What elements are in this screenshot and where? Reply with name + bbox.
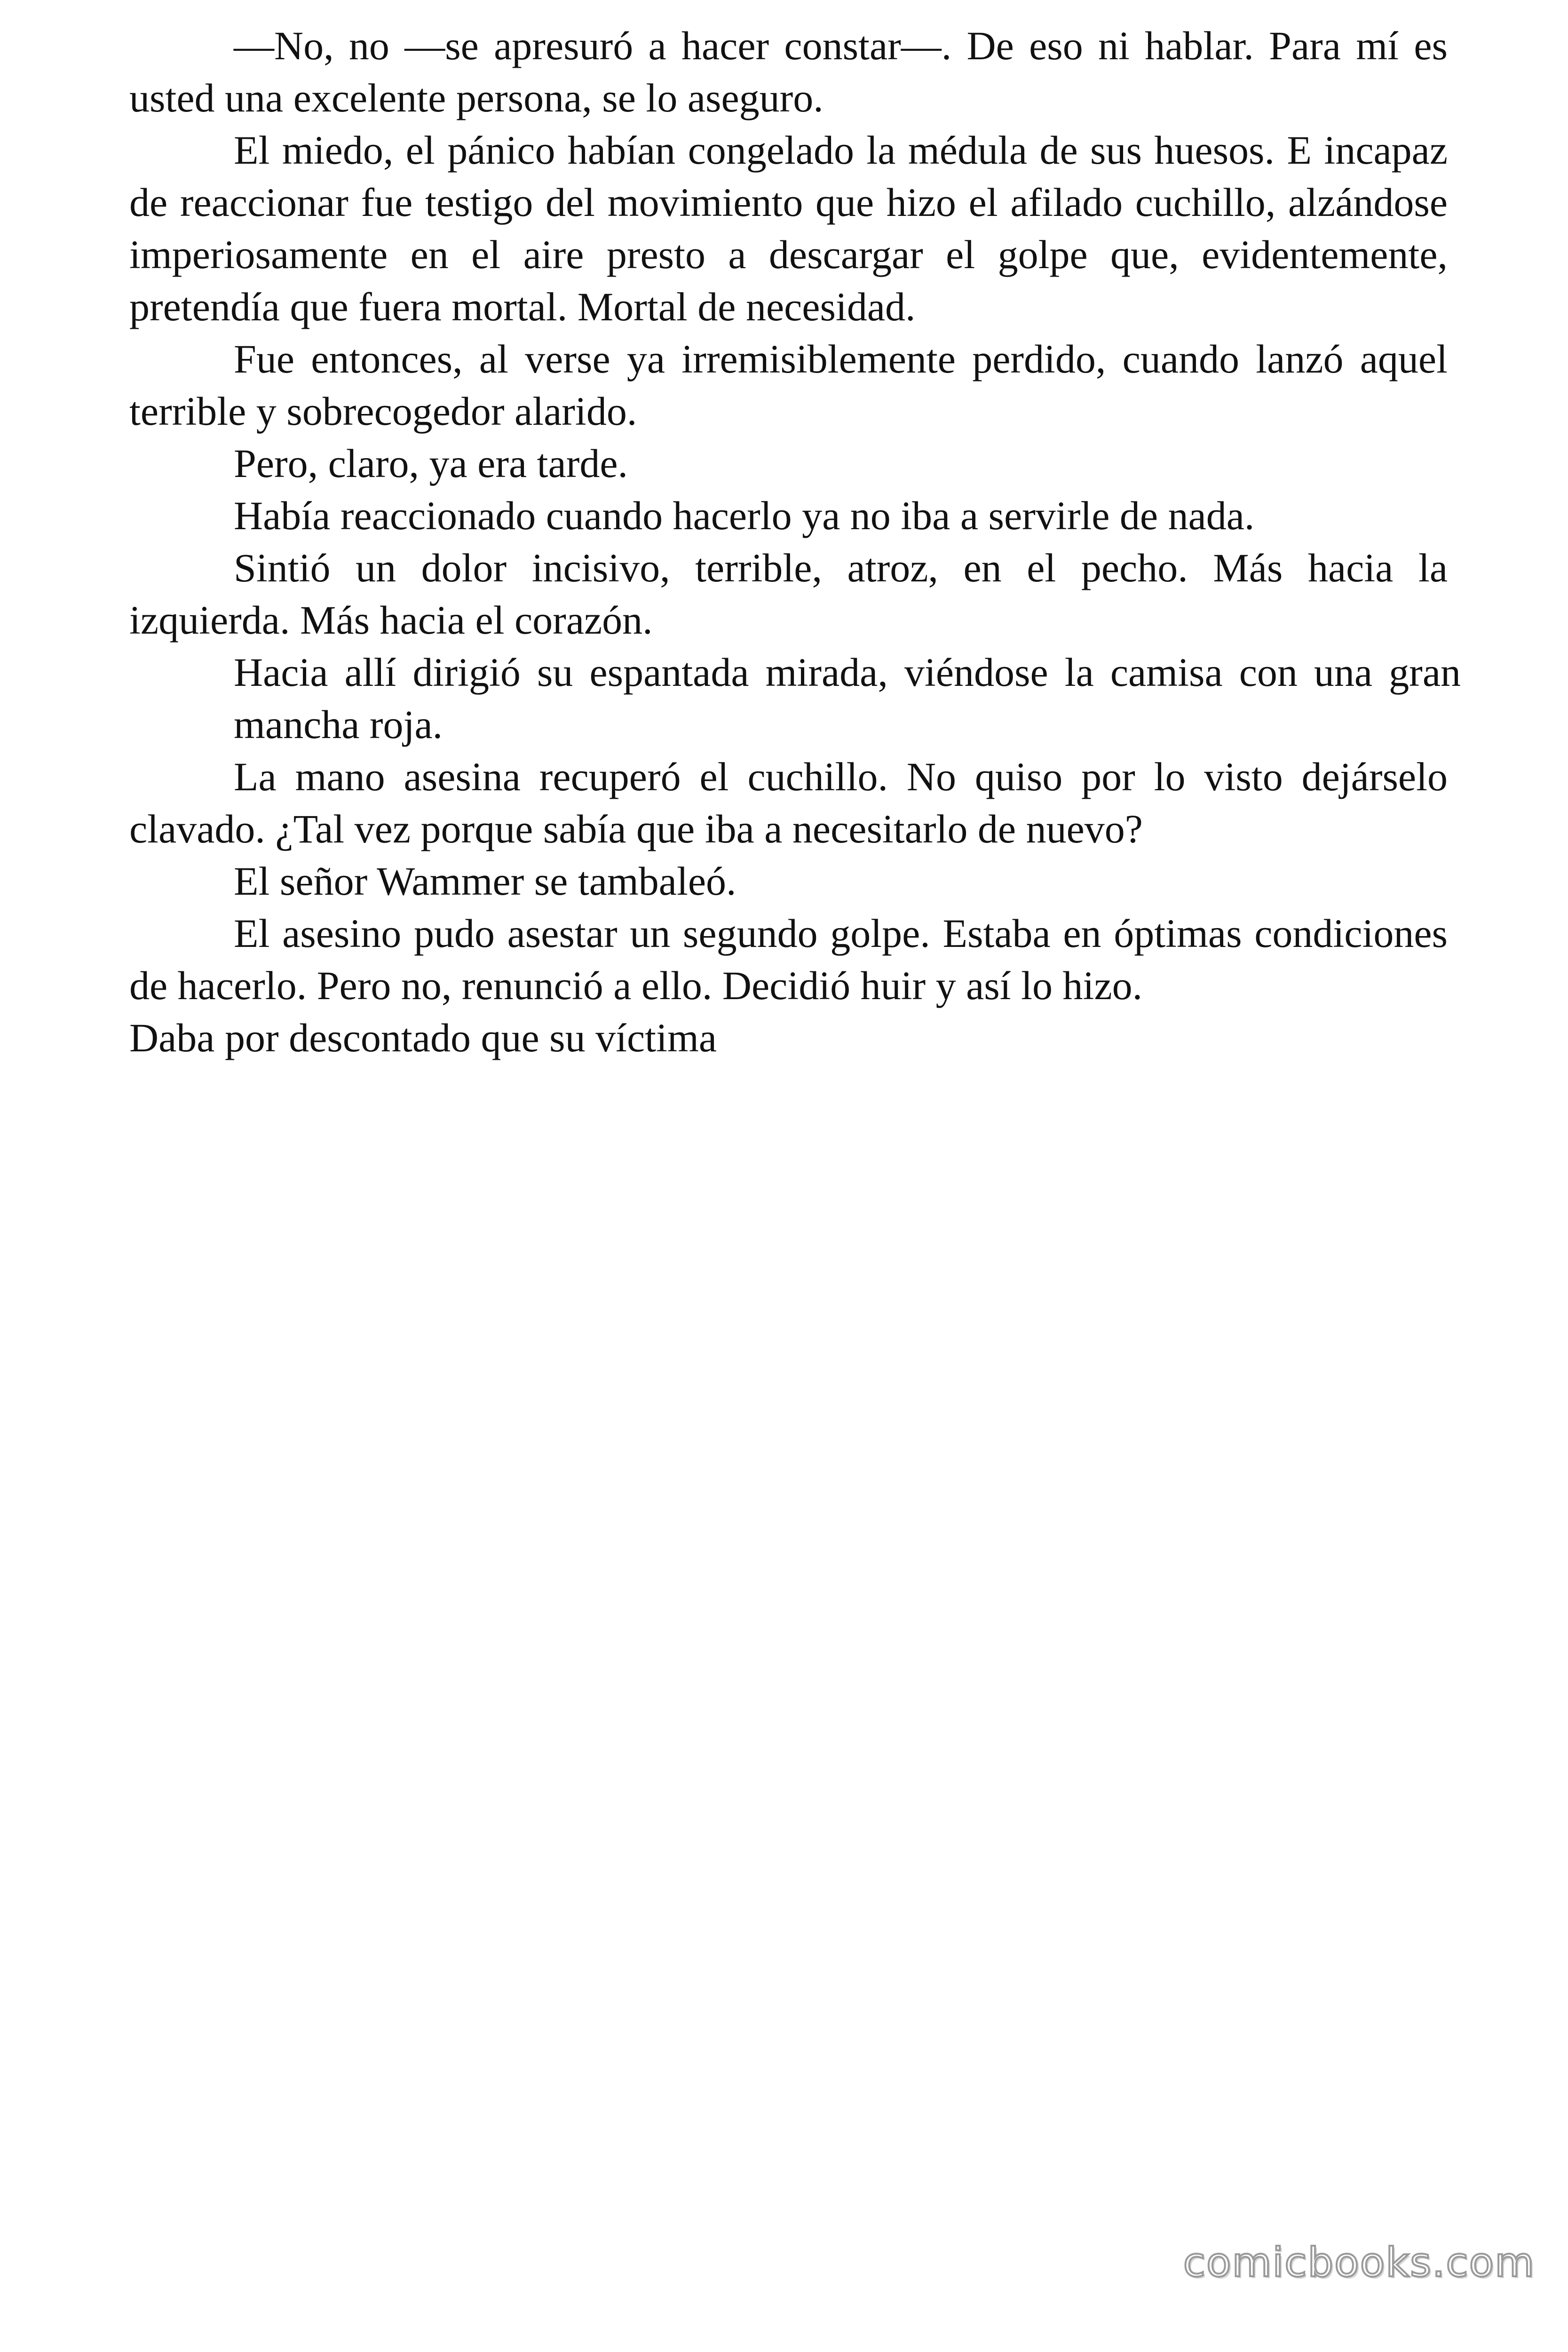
paragraph-1: —No, no —se apresuró a hacer constar—. De eso ni hablar. Para mí es usted una excelente persona, se lo aseguro.: [129, 23, 1448, 120]
paragraph-3: Fue entonces, al verse ya irremisiblemente perdido, cuando lanzó aquel terrible y sobrecogedor alarido.: [129, 336, 1448, 434]
paragraph-10: El asesino pudo asestar un segundo golpe. Estaba en óptimas condiciones de hacerlo. Pero no, renunció a ello. Decidió huir y así lo hizo.: [129, 911, 1448, 1008]
paragraph-7: Hacia allí dirigió su espantada mirada, viéndose la camisa con una gran mancha roja.: [234, 650, 1461, 747]
paragraph-8: La mano asesina recuperó el cuchillo. No quiso por lo visto dejárselo clavado. ¿Tal vez porque sabía que iba a necesitarlo de nuevo?: [129, 754, 1448, 851]
watermark-logo: comicbooks.com: [1183, 2239, 1535, 2286]
paragraph-5: Había reaccionado cuando hacerlo ya no iba a servirle de nada.: [234, 493, 1255, 538]
paragraph-4: Pero, claro, ya era tarde.: [234, 441, 628, 486]
paragraph-11: Daba por descontado que su víctima: [129, 1015, 717, 1060]
paragraph-9: El señor Wammer se tambaleó.: [234, 858, 736, 904]
paragraph-2: El miedo, el pánico habían congelado la médula de sus huesos. E incapaz de reaccionar fue testigo del movimiento que hizo el afilado cuchillo, alzándose imperiosamente en el aire presto a descargar el golpe que, evidentemente, pretendía que fuera mortal. Mortal de necesidad.: [129, 127, 1448, 329]
paragraph-6: Sintió un dolor incisivo, terrible, atroz, en el pecho. Más hacia la izquierda. Más hacia el corazón.: [129, 545, 1448, 643]
page-text: [129, 20, 1461, 1064]
